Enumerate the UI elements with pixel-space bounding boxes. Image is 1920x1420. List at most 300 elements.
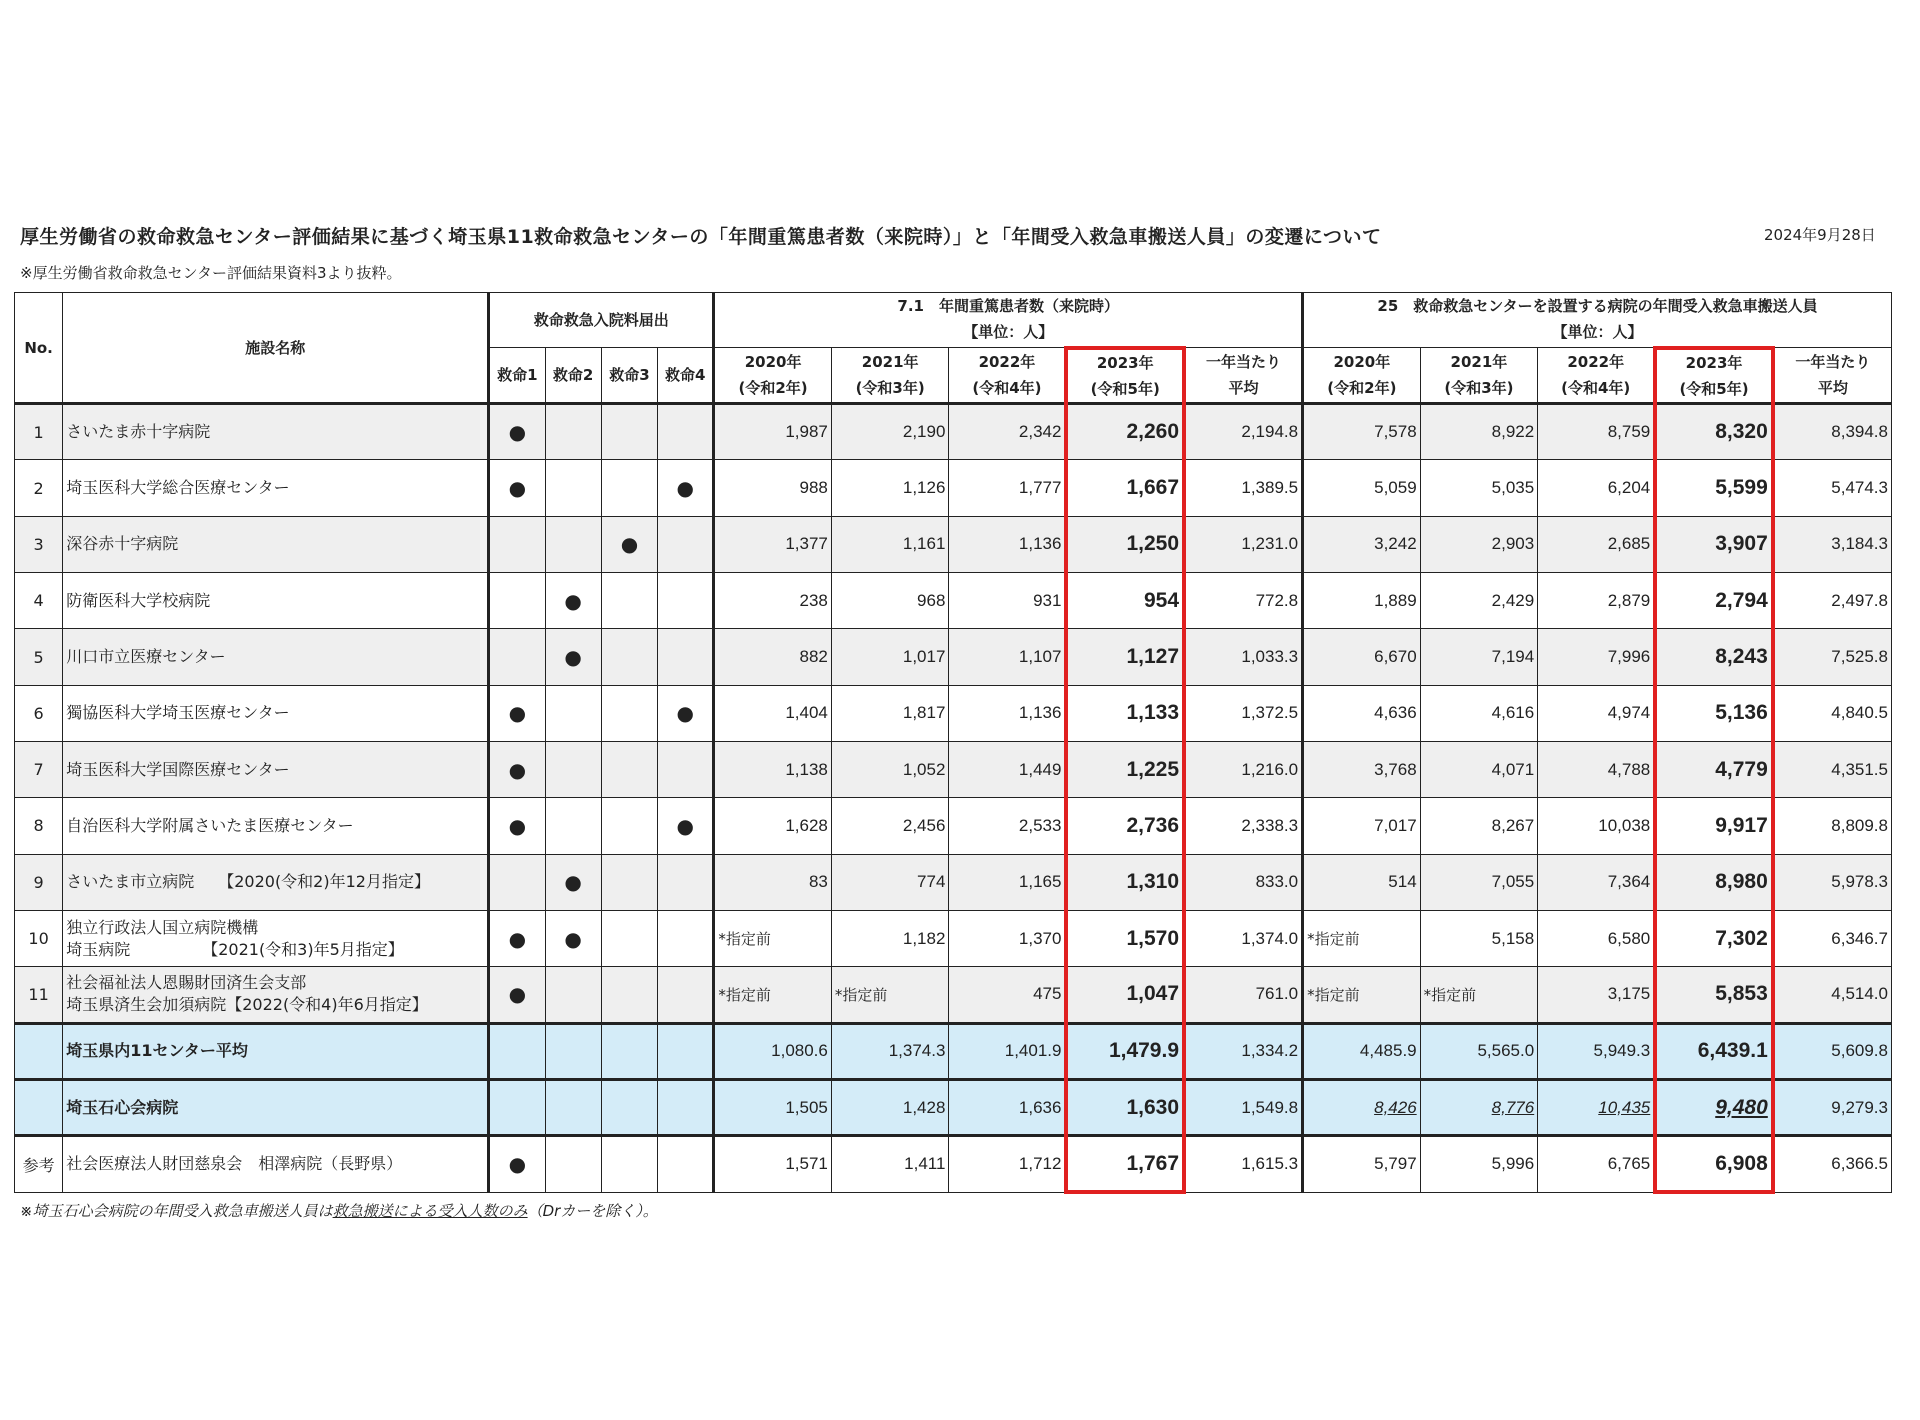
notice-cell-3	[601, 854, 657, 910]
header-notice-3: 救命3	[601, 348, 657, 404]
ambulance-value: 3,242	[1303, 516, 1421, 572]
severe-avg-label-2: 平均	[1228, 379, 1259, 398]
ambulance-year-header-3	[1538, 348, 1656, 404]
facility-name	[63, 910, 489, 966]
notice-cell-2	[545, 741, 601, 797]
page-title: 厚生労働省の救命救急センター評価結果に基づく埼玉県11救命救急センターの「年間重篤患者数（来院時）」と「年間受入救急車搬送人員」の変遷について	[20, 226, 1382, 248]
severe-era-label: (令和2年)	[738, 379, 808, 398]
header-severe-group	[714, 293, 1303, 348]
ambulance-value: 7,017	[1303, 798, 1421, 854]
notice-cell-2: ●	[545, 910, 601, 966]
ambulance-era-label: (令和3年)	[1444, 379, 1514, 398]
severe-value: *指定前	[831, 967, 949, 1023]
table-row	[15, 573, 1892, 629]
ambulance-value: 5,853	[1655, 967, 1773, 1023]
severe-value: 238	[714, 573, 832, 629]
footnote-underlined: 救急搬送による受入人数のみ	[332, 1202, 528, 1220]
notice-cell-3	[601, 1136, 657, 1192]
ambulance-value: 3,907	[1655, 516, 1773, 572]
table-row	[15, 460, 1892, 516]
facility-name-line-1: 埼玉医科大学国際医療センター	[66, 759, 290, 779]
ambulance-value: 3,184.3	[1773, 516, 1892, 572]
notice-cell-1: ●	[489, 741, 545, 797]
ambulance-value: 6,366.5	[1773, 1136, 1892, 1192]
ambulance-value: 5,599	[1655, 460, 1773, 516]
ambulance-value: 5,474.3	[1773, 460, 1892, 516]
ambulance-value: 6,439.1	[1655, 1023, 1773, 1079]
header-facility: 施設名称	[63, 293, 489, 404]
severe-value: 2,338.3	[1184, 798, 1303, 854]
ambulance-value: 5,996	[1420, 1136, 1538, 1192]
ambulance-value: 8,426	[1303, 1079, 1421, 1135]
ambulance-avg-label-1: 一年当たり	[1795, 353, 1871, 372]
facility-name	[63, 967, 489, 1023]
row-no: 参考	[15, 1136, 63, 1192]
severe-value: 1,370	[949, 910, 1067, 966]
header-notice-4: 救命4	[658, 348, 714, 404]
notice-cell-4: ●	[658, 798, 714, 854]
severe-value: *指定前	[714, 967, 832, 1023]
notice-cell-4	[658, 741, 714, 797]
ambulance-value: 4,788	[1538, 741, 1656, 797]
row-no: 4	[15, 573, 63, 629]
severe-value: 1,374.3	[831, 1023, 949, 1079]
severe-value: 1,615.3	[1184, 1136, 1303, 1192]
severe-value: 1,374.0	[1184, 910, 1303, 966]
notice-diagonal	[489, 1079, 545, 1135]
severe-value: 83	[714, 854, 832, 910]
severe-value: 774	[831, 854, 949, 910]
severe-value: 1,182	[831, 910, 949, 966]
severe-value: 1,389.5	[1184, 460, 1303, 516]
severe-value: 1,216.0	[1184, 741, 1303, 797]
ambulance-value: 8,809.8	[1773, 798, 1892, 854]
ambulance-value: 7,302	[1655, 910, 1773, 966]
severe-value: 772.8	[1184, 573, 1303, 629]
notice-cell-3	[601, 573, 657, 629]
notice-cell-1: ●	[489, 685, 545, 741]
notice-diagonal	[545, 1079, 601, 1135]
ambulance-value: 2,429	[1420, 573, 1538, 629]
hospital-statistics-table	[14, 292, 1892, 1194]
severe-value: 1,817	[831, 685, 949, 741]
notice-cell-2	[545, 1136, 601, 1192]
severe-value: 1,127	[1066, 629, 1184, 685]
ambulance-value: 8,759	[1538, 404, 1656, 460]
ambulance-value: 6,346.7	[1773, 910, 1892, 966]
severe-value: 1,428	[831, 1079, 949, 1135]
facility-name-line-1: さいたま市立病院 【2020(令和2)年12月指定】	[66, 872, 430, 892]
severe-era-label: (令和4年)	[972, 379, 1042, 398]
notice-cell-3	[601, 910, 657, 966]
ambulance-value: 9,917	[1655, 798, 1773, 854]
severe-value: 2,456	[831, 798, 949, 854]
ambulance-avg-header	[1773, 348, 1892, 404]
severe-value: 931	[949, 573, 1067, 629]
row-no-diagonal	[15, 1079, 63, 1135]
ambulance-value: 5,136	[1655, 685, 1773, 741]
ambulance-value: 8,267	[1420, 798, 1538, 854]
notice-cell-3	[601, 685, 657, 741]
ambulance-value: 8,394.8	[1773, 404, 1892, 460]
ambulance-value: 2,794	[1655, 573, 1773, 629]
footnote	[20, 1200, 658, 1221]
row-no: 11	[15, 967, 63, 1023]
ambulance-value: 6,204	[1538, 460, 1656, 516]
notice-cell-2: ●	[545, 573, 601, 629]
ambulance-value: 2,685	[1538, 516, 1656, 572]
ambulance-value: 1,889	[1303, 573, 1421, 629]
notice-diagonal	[489, 1023, 545, 1079]
facility-name-line-1: 社会福祉法人恩賜財団済生会支部	[66, 973, 307, 993]
severe-value: 954	[1066, 573, 1184, 629]
facility-name	[63, 460, 489, 516]
notice-cell-1: ●	[489, 798, 545, 854]
ambulance-value: 3,175	[1538, 967, 1656, 1023]
facility-name-line-1: 川口市立医療センター	[66, 647, 226, 666]
ambulance-avg-label-2: 平均	[1817, 379, 1848, 398]
severe-avg-header	[1184, 348, 1303, 404]
facility-name	[63, 629, 489, 685]
ambulance-value: 6,670	[1303, 629, 1421, 685]
table-row	[15, 629, 1892, 685]
ambulance-value: 8,980	[1655, 854, 1773, 910]
notice-cell-2	[545, 967, 601, 1023]
notice-cell-1	[489, 629, 545, 685]
notice-diagonal	[601, 1023, 657, 1079]
table-row	[15, 798, 1892, 854]
facility-name-line-2: 埼玉病院 【2021(令和3)年5月指定】	[66, 939, 404, 959]
severe-avg-label-1: 一年当たり	[1206, 353, 1282, 372]
severe-value: 1,571	[714, 1136, 832, 1192]
facility-name	[63, 685, 489, 741]
notice-cell-4	[658, 854, 714, 910]
severe-value: 1,667	[1066, 460, 1184, 516]
severe-era-label: (令和5年)	[1090, 379, 1160, 398]
notice-cell-2: ●	[545, 629, 601, 685]
source-note: ※厚生労働省救命救急センター評価結果資料3より抜粋。	[20, 264, 402, 282]
severe-year-header-4	[1066, 348, 1184, 404]
severe-value: 2,194.8	[1184, 404, 1303, 460]
severe-value: 1,630	[1066, 1079, 1184, 1135]
severe-value: 1,712	[949, 1136, 1067, 1192]
severe-value: 988	[714, 460, 832, 516]
notice-cell-2: ●	[545, 854, 601, 910]
severe-value: 1,138	[714, 741, 832, 797]
ambulance-value: 5,035	[1420, 460, 1538, 516]
ambulance-value: 514	[1303, 854, 1421, 910]
ambulance-value: *指定前	[1303, 967, 1421, 1023]
table-row-ishinkai-row	[15, 1079, 1892, 1135]
ambulance-value: 4,840.5	[1773, 685, 1892, 741]
severe-value: 1,136	[949, 516, 1067, 572]
row-no-diagonal	[15, 1023, 63, 1079]
severe-value: 1,161	[831, 516, 949, 572]
severe-value: 1,372.5	[1184, 685, 1303, 741]
table-row-reference	[15, 1136, 1892, 1192]
ambulance-year-label: 2020年	[1333, 353, 1391, 372]
ambulance-value: 10,435	[1538, 1079, 1656, 1135]
notice-cell-4	[658, 967, 714, 1023]
ambulance-value: *指定前	[1420, 967, 1538, 1023]
ishinkai-name: 埼玉石心会病院	[63, 1079, 489, 1135]
severe-value: 1,225	[1066, 741, 1184, 797]
ambulance-value: 7,996	[1538, 629, 1656, 685]
ambulance-value: 8,922	[1420, 404, 1538, 460]
notice-cell-1	[489, 573, 545, 629]
facility-name-line-1: さいたま赤十字病院	[66, 422, 211, 442]
ambulance-value: *指定前	[1303, 910, 1421, 966]
severe-value: 2,190	[831, 404, 949, 460]
facility-name	[63, 741, 489, 797]
facility-name-line-2: 埼玉県済生会加須病院【2022(令和4)年6月指定】	[66, 995, 428, 1015]
severe-year-header-1	[714, 348, 832, 404]
ambulance-value: 8,320	[1655, 404, 1773, 460]
notice-diagonal	[545, 1023, 601, 1079]
facility-name: 社会医療法人財団慈泉会 相澤病院（長野県）	[63, 1136, 489, 1192]
severe-value: 761.0	[1184, 967, 1303, 1023]
notice-cell-3	[601, 967, 657, 1023]
severe-era-label: (令和3年)	[855, 379, 925, 398]
ambulance-value: 3,768	[1303, 741, 1421, 797]
notice-cell-3	[601, 798, 657, 854]
severe-value: 1,126	[831, 460, 949, 516]
ambulance-value: 4,351.5	[1773, 741, 1892, 797]
severe-value: 1,767	[1066, 1136, 1184, 1192]
severe-value: 1,549.8	[1184, 1079, 1303, 1135]
notice-cell-1	[489, 516, 545, 572]
ambulance-value: 2,903	[1420, 516, 1538, 572]
severe-value: 1,505	[714, 1079, 832, 1135]
header-notice-2: 救命2	[545, 348, 601, 404]
ambulance-year-header-2	[1420, 348, 1538, 404]
table-row	[15, 516, 1892, 572]
facility-name-line-1: 防衛医科大学校病院	[66, 590, 211, 610]
ambulance-era-label: (令和2年)	[1327, 379, 1397, 398]
notice-cell-4: ●	[658, 685, 714, 741]
ambulance-value: 2,497.8	[1773, 573, 1892, 629]
table-row	[15, 967, 1892, 1023]
ambulance-year-header-4	[1655, 348, 1773, 404]
header-severe-unit: 【単位：人】	[963, 323, 1054, 342]
notice-cell-4	[658, 629, 714, 685]
facility-name	[63, 516, 489, 572]
notice-cell-2	[545, 516, 601, 572]
notice-cell-2	[545, 404, 601, 460]
severe-year-label: 2021年	[861, 353, 919, 372]
table-row	[15, 854, 1892, 910]
ambulance-year-header-1	[1303, 348, 1421, 404]
average-name: 埼玉県内11センター平均	[63, 1023, 489, 1079]
table-row-average-row	[15, 1023, 1892, 1079]
severe-value: 1,479.9	[1066, 1023, 1184, 1079]
row-no: 10	[15, 910, 63, 966]
ambulance-value: 4,974	[1538, 685, 1656, 741]
severe-value: 968	[831, 573, 949, 629]
severe-value: 1,310	[1066, 854, 1184, 910]
ambulance-value: 5,059	[1303, 460, 1421, 516]
row-no: 7	[15, 741, 63, 797]
table-row	[15, 910, 1892, 966]
facility-name	[63, 854, 489, 910]
ambulance-value: 4,616	[1420, 685, 1538, 741]
notice-cell-3	[601, 460, 657, 516]
notice-cell-4	[658, 404, 714, 460]
severe-value: 1,165	[949, 854, 1067, 910]
ambulance-value: 10,038	[1538, 798, 1656, 854]
notice-cell-1: ●	[489, 910, 545, 966]
severe-value: 1,570	[1066, 910, 1184, 966]
header-severe-title: 7.1 年間重篤患者数（来院時）	[897, 297, 1119, 316]
table-row	[15, 685, 1892, 741]
severe-value: 1,411	[831, 1136, 949, 1192]
facility-name-line-1: 自治医科大学附属さいたま医療センター	[66, 815, 354, 835]
notice-cell-4	[658, 910, 714, 966]
severe-value: 882	[714, 629, 832, 685]
ambulance-value: 4,779	[1655, 741, 1773, 797]
header-ambulance-group	[1303, 293, 1892, 348]
header-ambulance-title: 25 救命救急センターを設置する病院の年間受入救急車搬送人員	[1377, 297, 1818, 316]
notice-cell-1	[489, 854, 545, 910]
header-notice-1: 救命1	[489, 348, 545, 404]
header-ambulance-unit: 【単位：人】	[1552, 323, 1643, 342]
ambulance-value: 9,480	[1655, 1079, 1773, 1135]
ambulance-value: 5,978.3	[1773, 854, 1892, 910]
ambulance-era-label: (令和5年)	[1679, 379, 1749, 398]
ambulance-value: 8,243	[1655, 629, 1773, 685]
ambulance-value: 7,194	[1420, 629, 1538, 685]
ambulance-value: 7,525.8	[1773, 629, 1892, 685]
notice-cell-1: ●	[489, 1136, 545, 1192]
ambulance-value: 5,565.0	[1420, 1023, 1538, 1079]
ambulance-value: 5,797	[1303, 1136, 1421, 1192]
severe-value: 1,250	[1066, 516, 1184, 572]
ambulance-value: 4,514.0	[1773, 967, 1892, 1023]
notice-cell-4	[658, 1136, 714, 1192]
severe-value: 2,533	[949, 798, 1067, 854]
ambulance-value: 4,485.9	[1303, 1023, 1421, 1079]
severe-value: 1,449	[949, 741, 1067, 797]
severe-year-label: 2022年	[978, 353, 1036, 372]
row-no: 9	[15, 854, 63, 910]
row-no: 2	[15, 460, 63, 516]
row-no: 5	[15, 629, 63, 685]
severe-value: 1,047	[1066, 967, 1184, 1023]
severe-value: 833.0	[1184, 854, 1303, 910]
ambulance-value: 6,908	[1655, 1136, 1773, 1192]
ambulance-value: 4,636	[1303, 685, 1421, 741]
row-no: 8	[15, 798, 63, 854]
ambulance-value: 6,580	[1538, 910, 1656, 966]
notice-cell-2	[545, 685, 601, 741]
footnote-post: （Drカーを除く）。	[527, 1202, 658, 1220]
row-no: 3	[15, 516, 63, 572]
notice-diagonal	[658, 1023, 714, 1079]
table-row	[15, 741, 1892, 797]
facility-name	[63, 404, 489, 460]
severe-value: 1,777	[949, 460, 1067, 516]
ambulance-era-label: (令和4年)	[1561, 379, 1631, 398]
severe-value: 1,987	[714, 404, 832, 460]
severe-value: 475	[949, 967, 1067, 1023]
severe-value: 1,404	[714, 685, 832, 741]
facility-name	[63, 573, 489, 629]
severe-value: 1,133	[1066, 685, 1184, 741]
ambulance-year-label: 2023年	[1685, 353, 1743, 372]
facility-name-line-1: 独立行政法人国立病院機構	[66, 917, 259, 937]
notice-cell-4	[658, 573, 714, 629]
ambulance-value: 9,279.3	[1773, 1079, 1892, 1135]
severe-value: 1,017	[831, 629, 949, 685]
footnote-pre: ※埼玉石心会病院の年間受入救急車搬送人員は	[20, 1202, 333, 1220]
notice-cell-3	[601, 741, 657, 797]
severe-value: 1,107	[949, 629, 1067, 685]
notice-cell-3: ●	[601, 516, 657, 572]
table-row	[15, 404, 1892, 460]
ambulance-value: 7,578	[1303, 404, 1421, 460]
ambulance-value: 2,879	[1538, 573, 1656, 629]
notice-cell-1: ●	[489, 404, 545, 460]
severe-value: 1,052	[831, 741, 949, 797]
header-no: No.	[15, 293, 63, 404]
notice-cell-1: ●	[489, 460, 545, 516]
severe-value: 1,636	[949, 1079, 1067, 1135]
row-no: 1	[15, 404, 63, 460]
ambulance-value: 5,949.3	[1538, 1023, 1656, 1079]
severe-value: 1,334.2	[1184, 1023, 1303, 1079]
severe-value: 1,401.9	[949, 1023, 1067, 1079]
facility-name-line-1: 埼玉医科大学総合医療センター	[66, 478, 290, 498]
severe-year-header-2	[831, 348, 949, 404]
ambulance-value: 7,055	[1420, 854, 1538, 910]
severe-value: 1,231.0	[1184, 516, 1303, 572]
severe-value: 1,033.3	[1184, 629, 1303, 685]
ambulance-value: 8,776	[1420, 1079, 1538, 1135]
ambulance-value: 7,364	[1538, 854, 1656, 910]
notice-diagonal	[601, 1079, 657, 1135]
ambulance-year-label: 2022年	[1567, 353, 1625, 372]
severe-year-label: 2020年	[744, 353, 802, 372]
severe-year-label: 2023年	[1096, 353, 1154, 372]
document-date: 2024年9月28日	[1764, 226, 1876, 244]
ambulance-value: 5,158	[1420, 910, 1538, 966]
ambulance-value: 5,609.8	[1773, 1023, 1892, 1079]
notice-cell-3	[601, 629, 657, 685]
row-no: 6	[15, 685, 63, 741]
severe-value: 1,080.6	[714, 1023, 832, 1079]
notice-cell-1: ●	[489, 967, 545, 1023]
facility-name-line-1: 獨協医科大学埼玉医療センター	[66, 703, 290, 723]
notice-cell-2	[545, 798, 601, 854]
ambulance-value: 6,765	[1538, 1136, 1656, 1192]
severe-value: 2,260	[1066, 404, 1184, 460]
notice-cell-4: ●	[658, 460, 714, 516]
notice-cell-2	[545, 460, 601, 516]
severe-value: 2,342	[949, 404, 1067, 460]
ambulance-value: 4,071	[1420, 741, 1538, 797]
ambulance-year-label: 2021年	[1450, 353, 1508, 372]
severe-value: 1,136	[949, 685, 1067, 741]
severe-value: 2,736	[1066, 798, 1184, 854]
severe-value: *指定前	[714, 910, 832, 966]
header-notice-group: 救命救急入院料届出	[489, 293, 714, 348]
severe-value: 1,377	[714, 516, 832, 572]
notice-cell-4	[658, 516, 714, 572]
facility-name-line-1: 深谷赤十字病院	[66, 534, 179, 554]
notice-cell-3	[601, 404, 657, 460]
facility-name	[63, 798, 489, 854]
severe-year-header-3	[949, 348, 1067, 404]
